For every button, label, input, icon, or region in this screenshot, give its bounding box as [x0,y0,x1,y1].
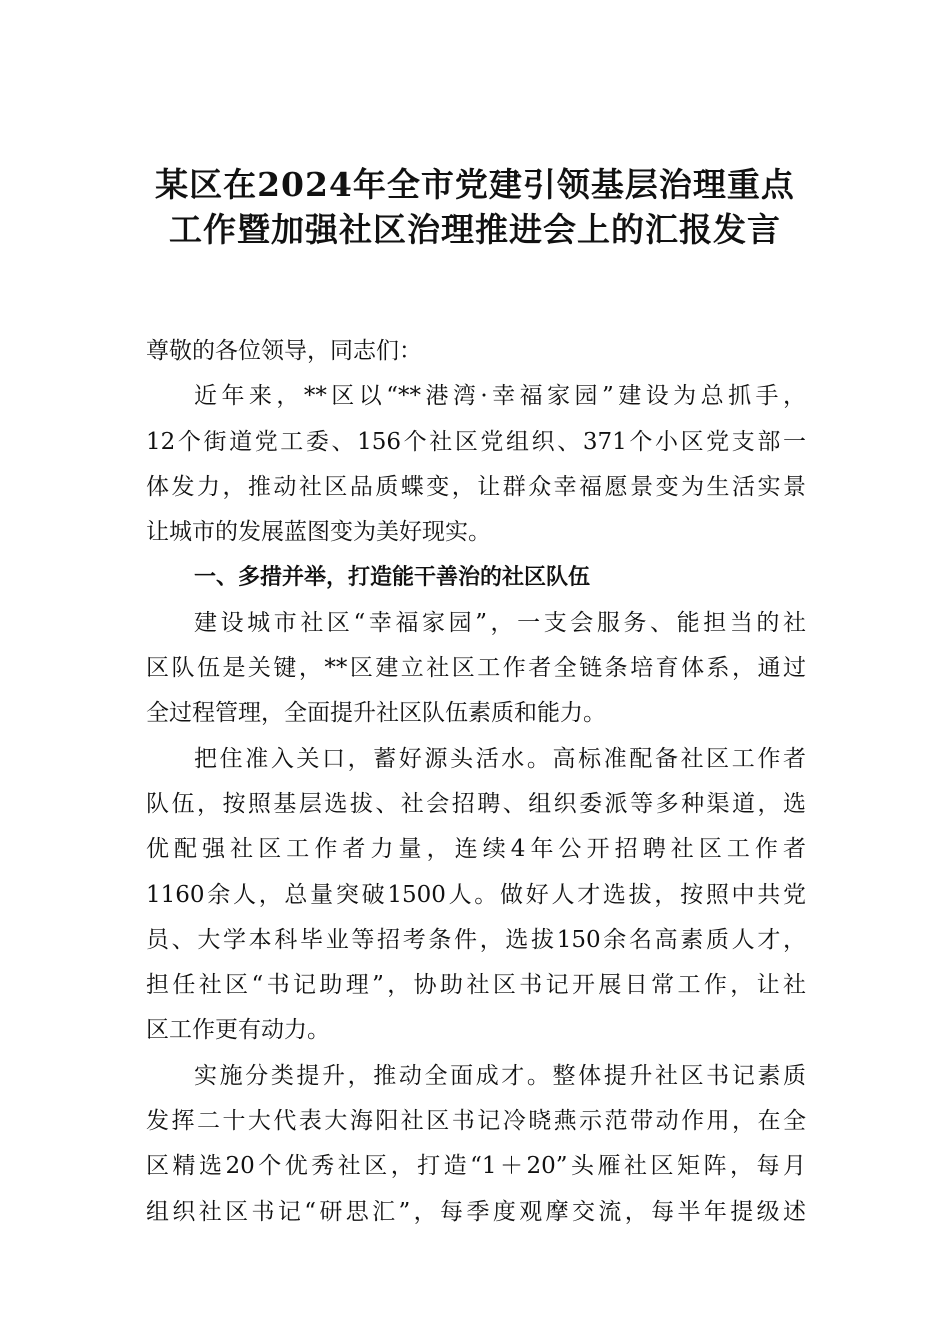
paragraph-3-line-6: 担任社区“书记助理”，协助社区书记开展日常工作，让社 [146,972,806,999]
paragraph-3-line-3: 优配强社区工作者力量，连续4年公开招聘社区工作者 [146,836,806,863]
paragraph-3-line-4: 1160余人，总量突破1500人。做好人才选拔，按照中共党 [146,881,806,908]
paragraph-3-line-1: 把住准入关口，蓄好源头活水。高标准配备社区工作者 [194,745,806,772]
document-title-line-1: 某区在2024年全市党建引领基层治理重点 [155,165,795,204]
paragraph-1-line-3: 体发力，推动社区品质蝶变，让群众幸福愿景变为生活实景 [146,473,806,500]
paragraph-4-line-4: 组织社区书记“研思汇”，每季度观摩交流，每半年提级述 [146,1198,806,1225]
paragraph-4-line-3: 区精选20个优秀社区，打造“1＋20”头雁社区矩阵，每月 [146,1153,806,1180]
section-heading-1: 一、多措并举，打造能干善治的社区队伍 [194,565,591,591]
paragraph-4-line-2: 发挥二十大代表大海阳社区书记冷晓燕示范带动作用，在全 [146,1108,806,1135]
paragraph-2-line-3: 全过程管理，全面提升社区队伍素质和能力。 [146,700,606,727]
paragraph-3-line-7: 区工作更有动力。 [146,1017,330,1044]
paragraph-3-line-2: 队伍，按照基层选拔、社会招聘、组织委派等多种渠道，选 [146,790,806,817]
paragraph-1-line-1: 近年来，**区以“**港湾·幸福家园”建设为总抓手， [194,383,806,410]
paragraph-2-line-2: 区队伍是关键，**区建立社区工作者全链条培育体系，通过 [146,655,806,682]
paragraph-4-line-1: 实施分类提升，推动全面成才。整体提升社区书记素质 [194,1062,806,1089]
document-body [146,329,806,1235]
salutation: 尊敬的各位领导，同志们： [146,338,422,364]
paragraph-3-line-5: 员、大学本科毕业等招考条件，选拔150余名高素质人才， [146,926,806,953]
paragraph-1-line-4: 让城市的发展蓝图变为美好现实。 [146,519,491,546]
paragraph-1-line-2: 12个街道党工委、156个社区党组织、371个小区党支部一 [146,428,806,455]
document-title-line-2: 工作暨加强社区治理推进会上的汇报发言 [169,210,781,249]
paragraph-2-line-1: 建设城市社区“幸福家园”，一支会服务、能担当的社 [194,609,806,636]
